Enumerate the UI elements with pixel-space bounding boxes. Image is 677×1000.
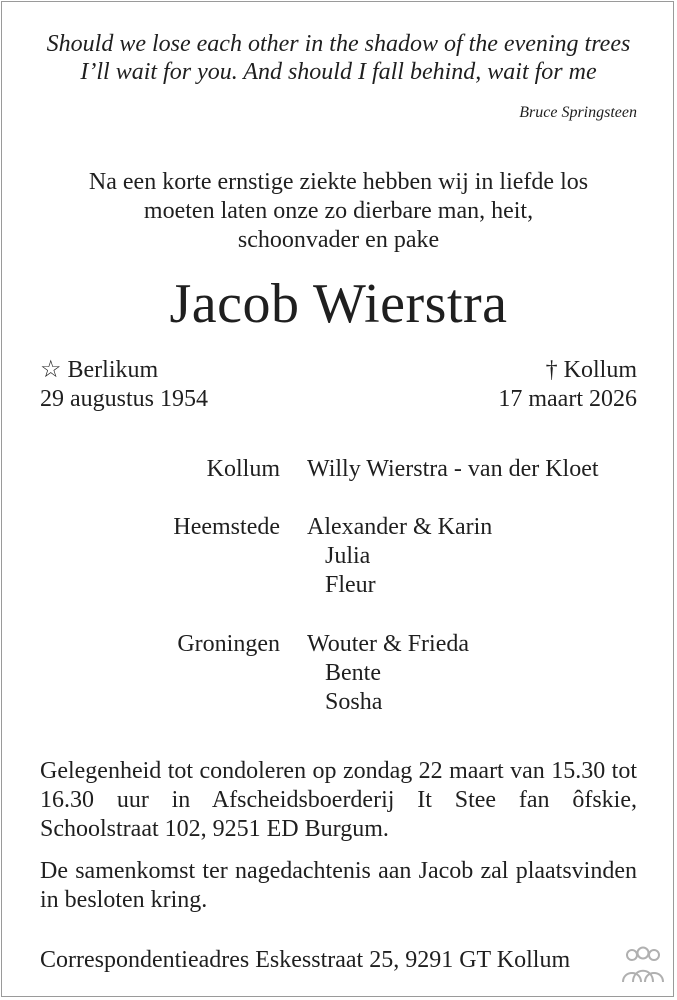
- family-name: Willy Wierstra - van der Kloet: [307, 456, 599, 482]
- condolence-paragraph: Gelegenheid tot condoleren op zondag 22 maart van 15.30 tot 16.30 uur in Afscheidsboerderij It Stee fan ôfskie, Schoolstraat 102, 9251 ED Burgum.: [40, 758, 637, 842]
- quote-author: Bruce Springsteen: [519, 104, 637, 121]
- deceased-name: Jacob Wierstra: [169, 273, 508, 335]
- family-place: Heemstede: [173, 514, 280, 540]
- correspondence-address: Correspondentieadres Eskesstraat 25, 9291 GT Kollum: [40, 947, 571, 973]
- family-place: Groningen: [177, 631, 280, 657]
- birth-place: ☆ Berlikum: [40, 357, 159, 383]
- death-place: † Kollum: [545, 357, 637, 383]
- quote-line-1: Should we lose each other in the shadow of the evening trees: [46, 31, 631, 57]
- birth-date: 29 augustus 1954: [40, 386, 208, 412]
- quote-line-2: I’ll wait for you. And should I fall behind, wait for me: [80, 59, 597, 85]
- family-child: Bente: [325, 660, 381, 686]
- family-name: Wouter & Frieda: [307, 631, 470, 657]
- family-child: Sosha: [325, 689, 383, 715]
- family-members: [307, 513, 492, 600]
- family-place: Kollum: [206, 456, 280, 482]
- family-child: Fleur: [325, 572, 376, 598]
- death-info: [498, 356, 637, 414]
- quote: [0, 30, 677, 86]
- intro-line-2: moeten laten onze zo dierbare man, heit,: [143, 198, 534, 224]
- birth-info: [40, 356, 208, 414]
- family-members: [307, 630, 469, 717]
- page-border: [1, 1, 674, 997]
- family-members: [307, 455, 599, 484]
- gathering-paragraph: De samenkomst ter nagedachtenis aan Jacob zal plaatsvinden in besloten kring.: [40, 858, 637, 913]
- family-child: Julia: [325, 543, 371, 569]
- intro-line-3: schoonvader en pake: [237, 227, 440, 253]
- intro-line-1: Na een korte ernstige ziekte hebben wij in liefde los: [88, 169, 589, 195]
- death-date: 17 maart 2026: [498, 386, 637, 412]
- people-group-icon: [619, 946, 667, 986]
- intro-text: [0, 168, 677, 255]
- family-name: Alexander & Karin: [307, 514, 493, 540]
